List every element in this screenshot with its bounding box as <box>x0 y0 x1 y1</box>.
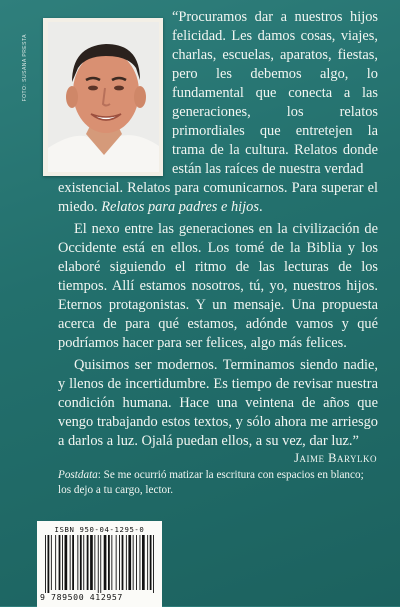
paragraph-1-top: “Procuramos dar a nuestros hijos felicidad. Les damos cosas, viajes, charlas, escuelas, aparatos, fiestas, pero les debemos algo, lo fundamental que conecta a las generaciones, los relatos primordiales que entretejen la trama de la cultura. Relatos donde están las raíces de nuestra verdad <box>172 9 378 177</box>
barcode-digits: 9 789500 412957 <box>40 592 123 602</box>
paragraph-1-italic: Relatos para padres e hijos <box>101 199 259 215</box>
paragraph-1-end: . <box>258 199 263 215</box>
postdata-label: Postdata <box>58 469 98 481</box>
postdata <box>58 468 376 498</box>
postdata-text: : Se me ocurrió matizar la escritura con espacios en blanco; los dejo a tu cargo, lector. <box>58 469 364 496</box>
paragraph-1-bottom-text: existencial. Relatos para comunicarnos. Para superar el miedo. <box>58 180 378 215</box>
photo-credit: FOTO: SUSANA PRESTA <box>22 34 28 102</box>
author-name: Jaime Barylko <box>294 451 377 465</box>
paragraph-3: Quisimos ser modernos. Terminamos siendo nadie, y llenos de incertidumbre. Es tiempo de revisar nuestra condición humana. Hace una veintena de años que vengo trabajando estos textos, y sólo ahora me arriesgo a darlos a luz. Ojalá puedan ellos, a su vez, dar luz.” <box>58 357 378 449</box>
paragraph-1-bottom <box>58 179 378 217</box>
barcode <box>37 521 162 607</box>
back-cover-text <box>58 0 378 451</box>
paragraph-2: El nexo entre las generaciones en la civilización de Occidente está en ellos. Los tomé de la Biblia y los elaboré siguiendo el ritmo de las lecturas de los tiempos. Allí estamos nosotros, tú, yo, nuestros hijos. Eternos protagonistas. Y un mensaje. Una propuesta acerca de para qué estamos, adónde vamos y qué podríamos hacer para ser felices, algo más felices. <box>58 221 378 351</box>
isbn-label: ISBN 950-04-1295-0 <box>54 525 145 534</box>
